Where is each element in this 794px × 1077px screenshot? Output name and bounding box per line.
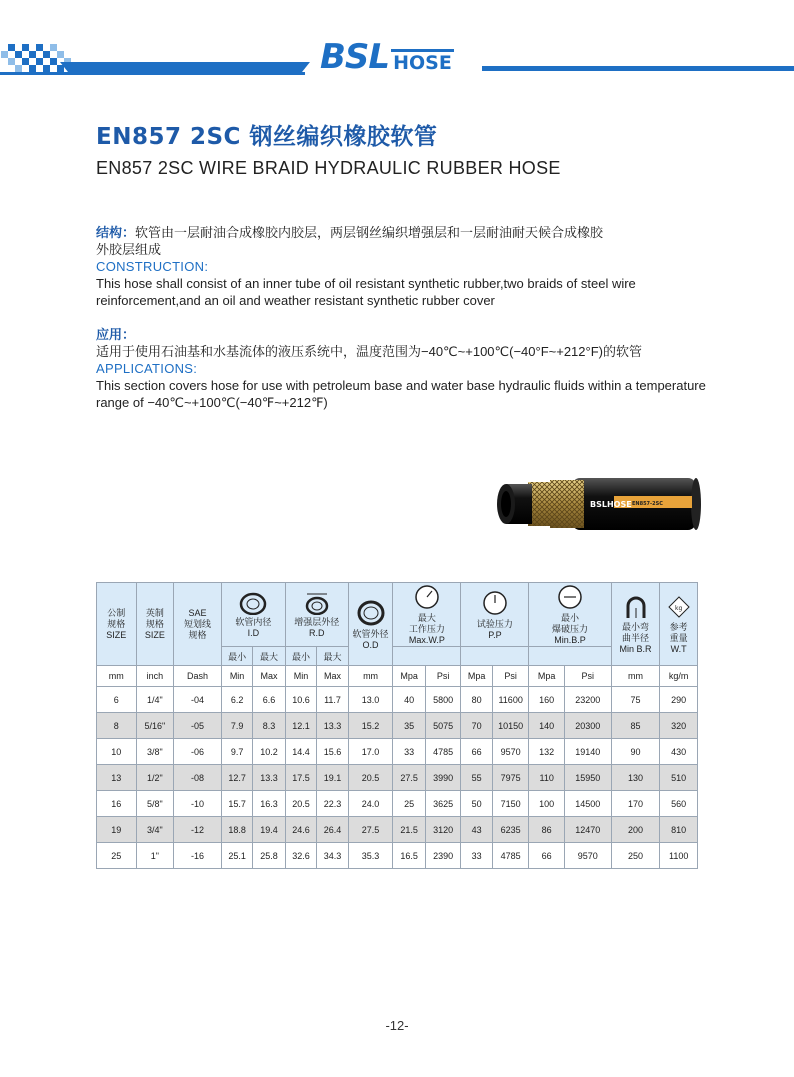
hose-image-brand: BSLHOSE: [590, 500, 632, 509]
header-rd: 增强层外径 R.D: [285, 583, 348, 647]
table-cell: 50: [461, 791, 492, 817]
table-cell: -06: [174, 739, 222, 765]
table-cell: 20300: [564, 713, 611, 739]
unit-cell: mm: [97, 666, 137, 687]
table-row: [97, 843, 698, 869]
header-size-metric: 公制 规格 SIZE: [97, 583, 137, 666]
table-cell: 25: [97, 843, 137, 869]
table-cell: 1/2": [136, 765, 174, 791]
table-cell: 19140: [564, 739, 611, 765]
table-cell: 17.0: [348, 739, 393, 765]
table-row: [97, 687, 698, 713]
unit-cell: Max: [317, 666, 348, 687]
table-cell: 27.5: [348, 817, 393, 843]
table-cell: 86: [529, 817, 565, 843]
table-cell: 85: [611, 713, 660, 739]
construction-text-cn-2: 外胶层组成: [96, 242, 162, 257]
table-cell: 10.6: [285, 687, 316, 713]
table-cell: 510: [660, 765, 698, 791]
applications-label-en: APPLICATIONS:: [96, 361, 198, 376]
table-cell: 13: [97, 765, 137, 791]
table-cell: 250: [611, 843, 660, 869]
header-bp: 最小 爆破压力 Min.B.P: [529, 583, 611, 647]
table-cell: 20.5: [285, 791, 316, 817]
table-cell: 6235: [492, 817, 529, 843]
construction-label-cn: 结构：: [96, 225, 136, 240]
spec-table-body: [97, 687, 698, 869]
table-cell: 21.5: [393, 817, 425, 843]
table-cell: 110: [529, 765, 565, 791]
table-cell: 3625: [425, 791, 461, 817]
construction-section: [96, 224, 706, 309]
unit-cell: Psi: [425, 666, 461, 687]
table-row: [97, 713, 698, 739]
table-cell: 160: [529, 687, 565, 713]
svg-text:kg: kg: [674, 604, 682, 612]
title-english: EN857 2SC WIRE BRAID HYDRAULIC RUBBER HOSE: [96, 158, 561, 178]
table-cell: 13.0: [348, 687, 393, 713]
table-row: [97, 817, 698, 843]
unit-cell: Mpa: [393, 666, 425, 687]
table-cell: 140: [529, 713, 565, 739]
table-cell: 290: [660, 687, 698, 713]
header-wp-spacer: [393, 647, 461, 666]
header-id: 软管内径 I.D: [221, 583, 285, 647]
header-br: 最小弯 曲半径 Min B.R: [611, 583, 660, 666]
table-cell: 13.3: [317, 713, 348, 739]
pressure-gauge-icon: [413, 583, 441, 611]
table-cell: 10.2: [253, 739, 285, 765]
header-pp-spacer: [461, 647, 529, 666]
header-od: 软管外径 O.D: [348, 583, 393, 666]
outer-diameter-icon: [356, 597, 386, 627]
table-cell: 9570: [492, 739, 529, 765]
unit-cell: Psi: [564, 666, 611, 687]
table-cell: -08: [174, 765, 222, 791]
unit-cell: Min: [221, 666, 252, 687]
reinforcement-diameter-icon: [303, 591, 331, 615]
unit-cell: Max: [253, 666, 285, 687]
table-cell: 40: [393, 687, 425, 713]
table-cell: 20.5: [348, 765, 393, 791]
table-cell: 5075: [425, 713, 461, 739]
spec-table: [96, 582, 698, 869]
inner-diameter-icon: [239, 591, 267, 615]
table-cell: 13.3: [253, 765, 285, 791]
table-cell: 1100: [660, 843, 698, 869]
table-cell: 32.6: [285, 843, 316, 869]
table-cell: 12470: [564, 817, 611, 843]
table-cell: 35.3: [348, 843, 393, 869]
table-cell: 3990: [425, 765, 461, 791]
table-cell: 75: [611, 687, 660, 713]
table-cell: 5/16": [136, 713, 174, 739]
table-cell: 10150: [492, 713, 529, 739]
table-cell: 7150: [492, 791, 529, 817]
header-rd-max: 最大: [317, 647, 348, 666]
table-cell: 1/4": [136, 687, 174, 713]
table-cell: 200: [611, 817, 660, 843]
table-cell: 80: [461, 687, 492, 713]
header-sae: SAE 短划线 规格: [174, 583, 222, 666]
table-cell: 19.1: [317, 765, 348, 791]
table-cell: 560: [660, 791, 698, 817]
table-row: [97, 765, 698, 791]
hose-image: [492, 472, 702, 536]
table-cell: 43: [461, 817, 492, 843]
applications-label-cn: 应用：: [96, 327, 136, 342]
table-cell: 70: [461, 713, 492, 739]
table-cell: -12: [174, 817, 222, 843]
table-cell: 3/4": [136, 817, 174, 843]
unit-cell: mm: [348, 666, 393, 687]
applications-text-cn: 适用于使用石油基和水基流体的液压系统中，温度范围为−40℃~+100℃(−40°F~+212°F)的软管: [96, 344, 642, 359]
table-cell: 34.3: [317, 843, 348, 869]
table-cell: -05: [174, 713, 222, 739]
brand-logo: [320, 37, 454, 77]
test-gauge-icon: [481, 589, 509, 617]
table-cell: 810: [660, 817, 698, 843]
table-cell: 25.8: [253, 843, 285, 869]
units-row: [97, 666, 698, 687]
table-cell: 8: [97, 713, 137, 739]
table-cell: 430: [660, 739, 698, 765]
title-chinese: EN857 2SC 钢丝编织橡胶软管: [96, 124, 438, 150]
table-cell: 35: [393, 713, 425, 739]
table-cell: 15.6: [317, 739, 348, 765]
table-cell: 10: [97, 739, 137, 765]
burst-gauge-icon: [556, 583, 584, 611]
table-cell: 4785: [425, 739, 461, 765]
table-cell: -16: [174, 843, 222, 869]
table-cell: 2390: [425, 843, 461, 869]
table-cell: 130: [611, 765, 660, 791]
table-cell: 12.1: [285, 713, 316, 739]
table-cell: 16: [97, 791, 137, 817]
table-cell: 4785: [492, 843, 529, 869]
header-wt: kg 参考 重量 W.T: [660, 583, 698, 666]
table-cell: 66: [461, 739, 492, 765]
unit-cell: Min: [285, 666, 316, 687]
table-cell: 8.3: [253, 713, 285, 739]
header-rd-min: 最小: [285, 647, 316, 666]
table-cell: 6.2: [221, 687, 252, 713]
brand-logo-bsl: BSL: [320, 37, 390, 77]
header-id-max: 最大: [253, 647, 285, 666]
bend-radius-icon: [623, 594, 649, 620]
table-cell: 1": [136, 843, 174, 869]
table-cell: 7.9: [221, 713, 252, 739]
construction-text-cn-1: 软管由一层耐油合成橡胶内胶层，两层钢丝编织增强层和一层耐油耐天候合成橡胶: [135, 225, 604, 240]
table-cell: 9.7: [221, 739, 252, 765]
table-cell: 7975: [492, 765, 529, 791]
table-cell: 11.7: [317, 687, 348, 713]
table-cell: 66: [529, 843, 565, 869]
table-cell: 5/8": [136, 791, 174, 817]
table-cell: 5800: [425, 687, 461, 713]
unit-cell: mm: [611, 666, 660, 687]
construction-text-en: This hose shall consist of an inner tube of oil resistant synthetic rubber,two braids of steel wire reinforcement,and an oil and weather resistant synthetic rubber cover: [96, 276, 636, 308]
table-cell: 9570: [564, 843, 611, 869]
construction-label-en: CONSTRUCTION:: [96, 259, 209, 274]
table-cell: -10: [174, 791, 222, 817]
header-id-min: 最小: [221, 647, 252, 666]
unit-cell: Psi: [492, 666, 529, 687]
table-cell: 320: [660, 713, 698, 739]
brand-logo-hose: HOSE: [391, 49, 454, 74]
table-cell: 15950: [564, 765, 611, 791]
unit-cell: inch: [136, 666, 174, 687]
table-cell: 100: [529, 791, 565, 817]
table-cell: 15.7: [221, 791, 252, 817]
table-row: [97, 791, 698, 817]
table-cell: 3/8": [136, 739, 174, 765]
table-cell: 25.1: [221, 843, 252, 869]
page-number: -12-: [385, 1018, 409, 1033]
table-cell: 23200: [564, 687, 611, 713]
table-cell: 15.2: [348, 713, 393, 739]
unit-cell: Dash: [174, 666, 222, 687]
table-cell: -04: [174, 687, 222, 713]
table-cell: 90: [611, 739, 660, 765]
table-cell: 16.5: [393, 843, 425, 869]
header-size-inch: 英制 规格 SIZE: [136, 583, 174, 666]
table-cell: 14500: [564, 791, 611, 817]
unit-cell: Mpa: [529, 666, 565, 687]
table-cell: 25: [393, 791, 425, 817]
table-cell: 24.0: [348, 791, 393, 817]
table-cell: 19.4: [253, 817, 285, 843]
applications-text-en: This section covers hose for use with petroleum base and water base hydraulic fluids within a temperature range of −40℃~+100℃(−40℉~+212℉): [96, 378, 706, 410]
table-cell: 22.3: [317, 791, 348, 817]
table-cell: 18.8: [221, 817, 252, 843]
table-cell: 132: [529, 739, 565, 765]
table-cell: 27.5: [393, 765, 425, 791]
unit-cell: Mpa: [461, 666, 492, 687]
applications-section: [96, 326, 706, 411]
table-cell: 3120: [425, 817, 461, 843]
weight-icon: [667, 594, 691, 620]
header-wp: 最大 工作压力 Max.W.P: [393, 583, 461, 647]
table-cell: 170: [611, 791, 660, 817]
table-cell: 17.5: [285, 765, 316, 791]
header-pp: 试验压力 P.P: [461, 583, 529, 647]
unit-cell: kg/m: [660, 666, 698, 687]
table-cell: 26.4: [317, 817, 348, 843]
table-row: [97, 739, 698, 765]
table-cell: 33: [393, 739, 425, 765]
table-cell: 12.7: [221, 765, 252, 791]
header-bp-spacer: [529, 647, 611, 666]
table-cell: 55: [461, 765, 492, 791]
table-cell: 14.4: [285, 739, 316, 765]
table-cell: 6: [97, 687, 137, 713]
table-cell: 6.6: [253, 687, 285, 713]
table-cell: 11600: [492, 687, 529, 713]
table-cell: 19: [97, 817, 137, 843]
table-cell: 33: [461, 843, 492, 869]
hose-image-label: EN857-2SC: [632, 501, 663, 507]
table-cell: 16.3: [253, 791, 285, 817]
table-cell: 24.6: [285, 817, 316, 843]
